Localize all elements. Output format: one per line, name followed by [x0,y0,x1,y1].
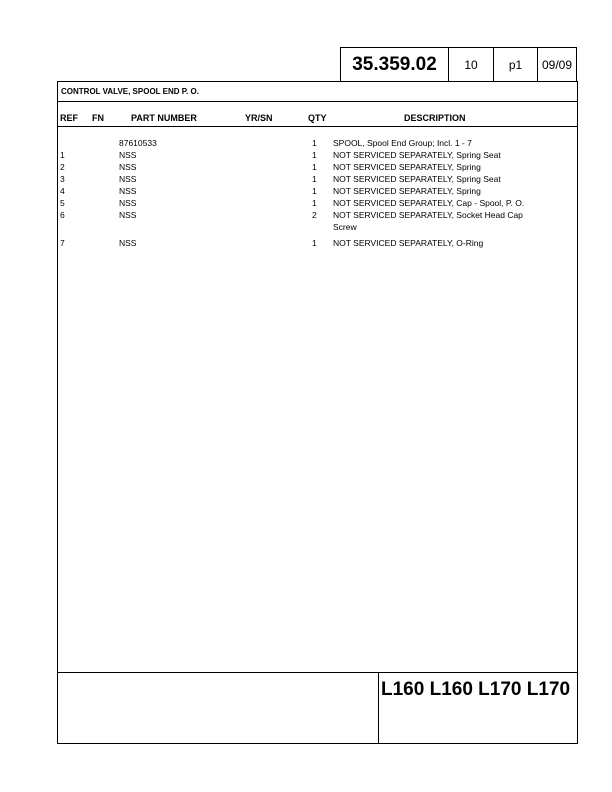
section-title: CONTROL VALVE, SPOOL END P. O. [61,87,199,96]
row-description: NOT SERVICED SEPARATELY, Spring [333,162,481,172]
row-part-number: NSS [119,210,137,220]
row-qty: 2 [312,210,317,220]
column-header-description: DESCRIPTION [404,113,466,123]
row-qty: 1 [312,138,317,148]
row-ref: 1 [60,150,65,160]
title-divider [57,101,578,102]
row-ref: 2 [60,162,65,172]
row-part-number: NSS [119,162,137,172]
document-number: 35.359.02 [340,47,448,81]
row-ref: 5 [60,198,65,208]
document-date: 09/09 [537,47,577,81]
row-part-number: NSS [119,150,137,160]
row-description: NOT SERVICED SEPARATELY, Cap - Spool, P. O. [333,198,525,208]
row-description: NOT SERVICED SEPARATELY, Spring [333,186,481,196]
row-description: NOT SERVICED SEPARATELY, O-Ring [333,238,484,248]
row-ref: 7 [60,238,65,248]
row-description: NOT SERVICED SEPARATELY, Socket Head Cap [333,210,523,220]
row-description-continued: Screw [333,222,357,232]
row-part-number: NSS [119,186,137,196]
row-qty: 1 [312,162,317,172]
document-code: 10 [448,47,493,81]
row-qty: 1 [312,174,317,184]
column-header-fn: FN [92,113,104,123]
row-qty: 1 [312,186,317,196]
row-description: NOT SERVICED SEPARATELY, Spring Seat [333,150,501,160]
row-part-number: 87610533 [119,138,157,148]
row-ref: 3 [60,174,65,184]
column-header-part-number: PART NUMBER [131,113,197,123]
row-part-number: NSS [119,198,137,208]
column-header-yr-sn: YR/SN [245,113,273,123]
column-header-qty: QTY [308,113,327,123]
row-ref: 4 [60,186,65,196]
row-description: SPOOL, Spool End Group; Incl. 1 - 7 [333,138,472,148]
row-description: NOT SERVICED SEPARATELY, Spring Seat [333,174,501,184]
column-header-ref: REF [60,113,78,123]
page-number: p1 [493,47,537,81]
row-part-number: NSS [119,238,137,248]
footer-divider [57,672,578,673]
row-part-number: NSS [119,174,137,184]
row-qty: 1 [312,238,317,248]
row-ref: 6 [60,210,65,220]
footer-column-divider [378,672,379,744]
column-header-divider [57,126,578,127]
applicable-models: L160 L160 L170 L170 [381,679,571,700]
row-qty: 1 [312,198,317,208]
row-qty: 1 [312,150,317,160]
